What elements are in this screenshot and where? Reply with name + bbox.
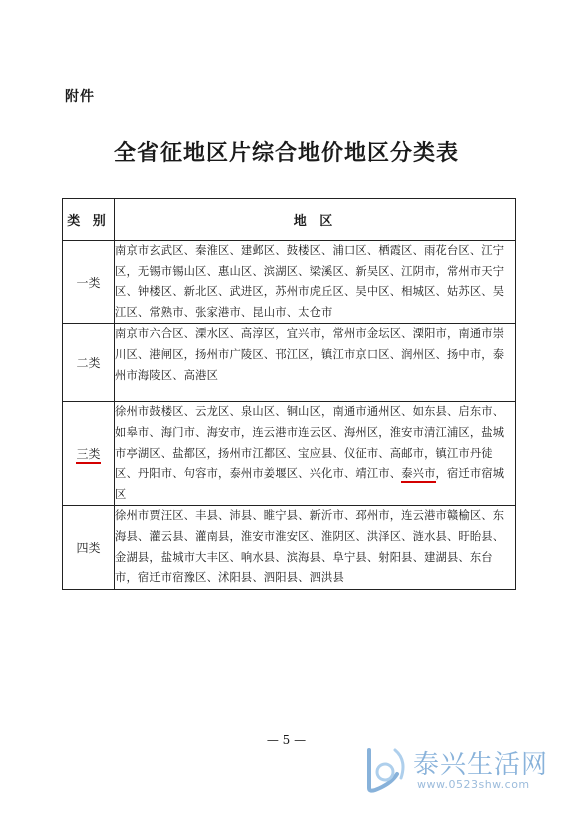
watermark (357, 742, 567, 802)
header-category: 类 别 (63, 199, 115, 241)
region-text: 徐州市鼓楼区、云龙区、泉山区、铜山区，南通市通州区、如东县、启东市、如皋市、海门市、海安市，连云港市连云区、海州区，淮安市清江浦区，盐城市亭湖区、盐都区，扬州市江都区、宝应县、仪征市、高邮市，镇江市丹徒区、丹阳市、句容市，泰州市姜堰区、兴化市、靖江市、 (115, 405, 505, 481)
region-text: ，宿迁市宿城区 (115, 467, 505, 501)
table-row (63, 324, 516, 402)
classification-table (62, 198, 516, 590)
region-cell: 南京市玄武区、秦淮区、建邺区、鼓楼区、浦口区、栖霞区、雨花台区、江宁区，无锡市锡山区、惠山区、滨湖区、梁溪区、新吴区、江阴市，常州市天宁区、钟楼区、新北区、武进区，苏州市虎丘区、吴中区、相城区、姑苏区、吴江区、常熟市、张家港市、昆山市、太仓市 (115, 241, 516, 324)
region-cell (115, 402, 516, 506)
watermark-url: www.0523shw.com (417, 778, 530, 791)
category-cell: 四类 (63, 506, 115, 589)
category-cell: 二类 (63, 324, 115, 402)
page-title: 全省征地区片综合地价地区分类表 (113, 141, 459, 166)
category-cell (63, 402, 115, 506)
table-header-row (63, 199, 516, 241)
table-row (63, 402, 516, 506)
category-highlight: 三类 (76, 447, 100, 464)
site-logo-icon (361, 744, 411, 800)
table-row (63, 241, 516, 324)
region-highlight: 泰兴市 (401, 467, 435, 483)
attachment-label: 附件 (65, 89, 95, 105)
watermark-name: 泰兴生活网 (413, 750, 549, 780)
header-region: 地 区 (115, 199, 516, 241)
table-row (63, 506, 516, 589)
category-cell: 一类 (63, 241, 115, 324)
page-number: — 5 — (266, 733, 307, 747)
region-cell: 徐州市贾汪区、丰县、沛县、睢宁县、新沂市、邳州市，连云港市赣榆区、东海县、灌云县、灌南县，淮安市淮安区、淮阴区、洪泽区、涟水县、盱眙县、金湖县，盐城市大丰区、响水县、滨海县、阜宁县、射阳县、建湖县、东台市，宿迁市宿豫区、沭阳县、泗阳县、泗洪县 (115, 506, 516, 589)
region-cell: 南京市六合区、溧水区、高淳区，宜兴市，常州市金坛区、溧阳市，南通市崇川区、港闸区，扬州市广陵区、邗江区，镇江市京口区、润州区、扬中市，泰州市海陵区、高港区 (115, 324, 516, 402)
